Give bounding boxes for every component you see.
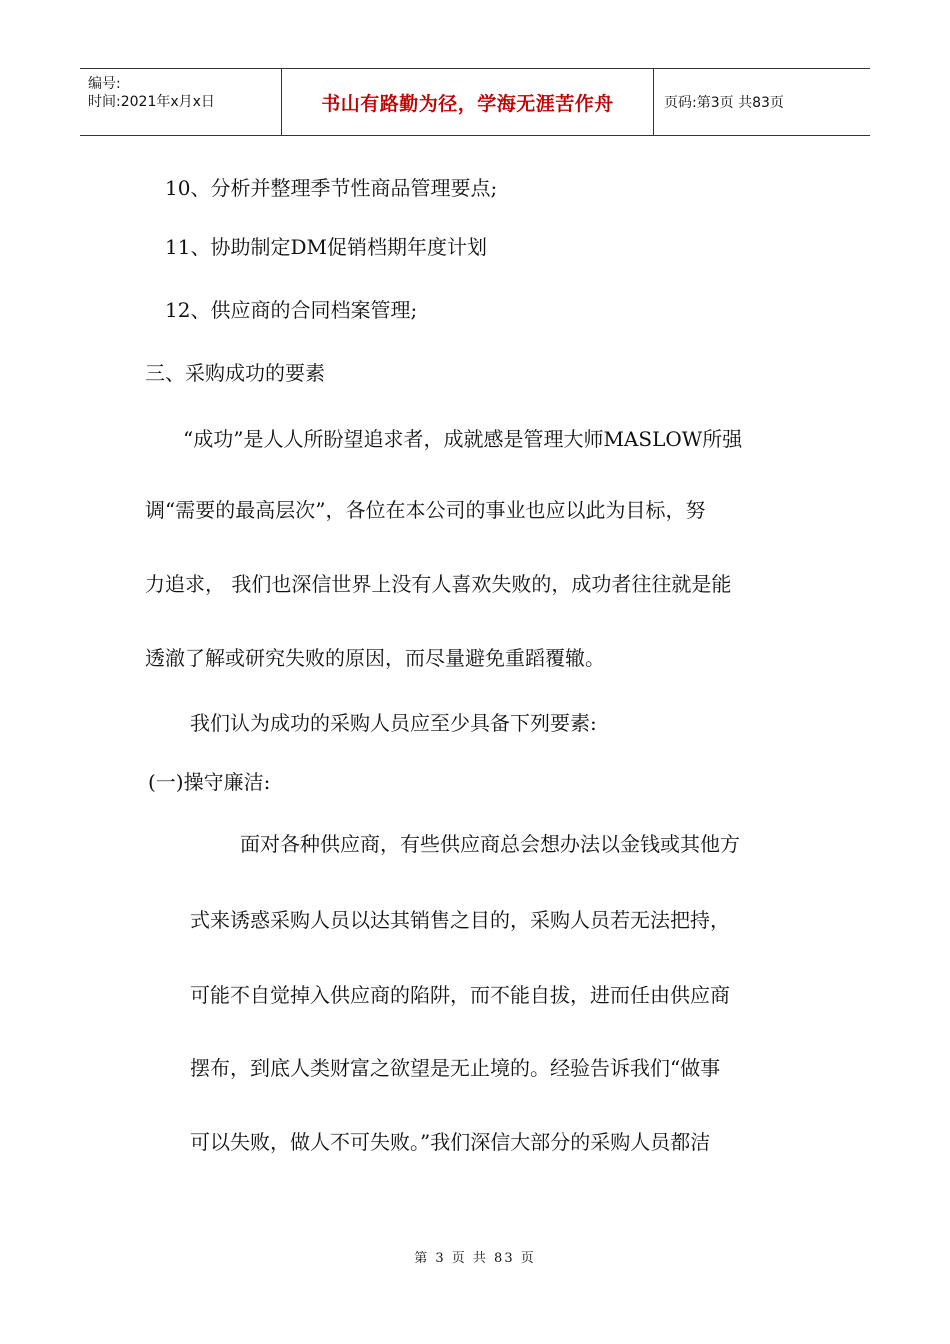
paragraph-line: “成功”是人人所盼望追求者，成就感是管理大师MASLOW所强 xyxy=(183,427,743,451)
list-item: 11、协助制定DM促销档期年度计划 xyxy=(165,235,487,259)
paragraph-line: 透澈了解或研究失败的原因，而尽量避免重蹈覆辙。 xyxy=(145,646,605,670)
paragraph-line: 面对各种供应商，有些供应商总会想办法以金钱或其他方 xyxy=(240,832,740,856)
header-page-number: 页码:第3页 共83页 xyxy=(664,95,784,111)
header-motto: 书山有路勤为径，学海无涯苦作舟 xyxy=(321,92,614,115)
document-time-label: 时间:2021年x月x日 xyxy=(88,94,215,110)
list-item: 12、供应商的合同档案管理; xyxy=(165,298,418,322)
document-number-label: 编号: xyxy=(88,76,121,92)
header-motto-cell xyxy=(282,69,654,135)
subsection-heading: (一)操守廉洁: xyxy=(148,770,271,794)
paragraph-line: 我们认为成功的采购人员应至少具备下列要素: xyxy=(190,711,597,735)
header-page-cell xyxy=(654,69,870,135)
paragraph-line: 摆布，到底人类财富之欲望是无止境的。经验告诉我们“做事 xyxy=(190,1056,721,1080)
paragraph-line: 调“需要的最高层次”，各位在本公司的事业也应以此为目标，努 xyxy=(145,498,706,522)
paragraph-line: 力追求， 我们也深信世界上没有人喜欢失败的，成功者往往就是能 xyxy=(145,572,732,596)
list-item: 10、分析并整理季节性商品管理要点; xyxy=(165,176,498,200)
paragraph-line: 式来诱惑采购人员以达其销售之目的，采购人员若无法把持， xyxy=(190,908,730,932)
page-footer: 第 3 页 共 83 页 xyxy=(414,1251,536,1266)
header-meta-cell xyxy=(80,69,282,135)
paragraph-line: 可以失败，做人不可失败。”我们深信大部分的采购人员都洁 xyxy=(190,1130,711,1154)
page-header xyxy=(80,68,870,136)
paragraph-line: 可能不自觉掉入供应商的陷阱，而不能自拔，进而任由供应商 xyxy=(190,983,730,1007)
section-heading: 三、采购成功的要素 xyxy=(145,361,325,385)
